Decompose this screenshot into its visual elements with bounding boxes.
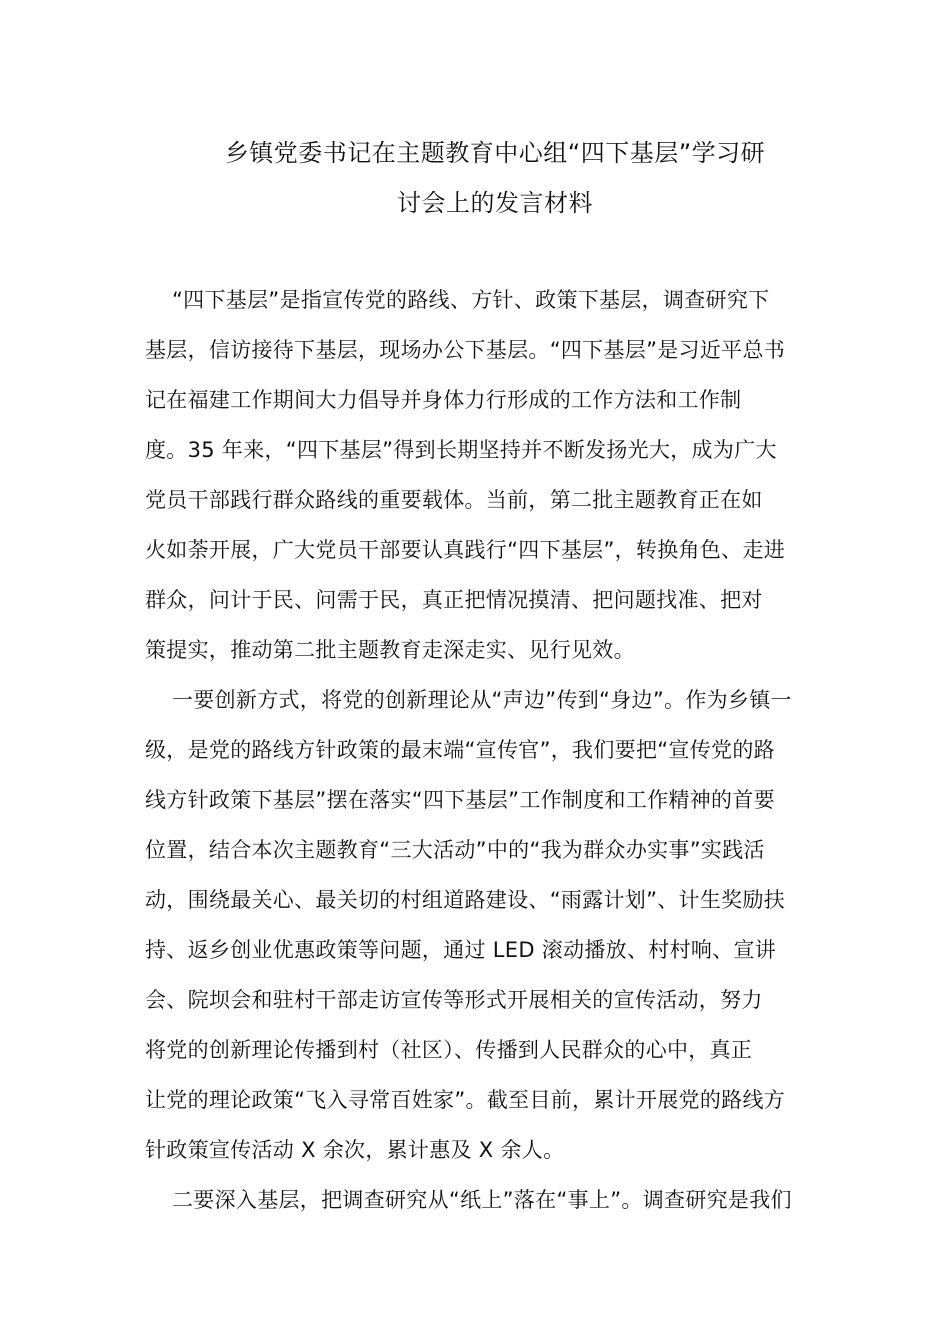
text-line: 位置，结合本次主题教育“三大活动”中的“我为群众办实事”实践活 bbox=[145, 838, 765, 862]
title-line: 讨会上的发言材料 bbox=[397, 189, 593, 217]
text-line: 线方针政策下基层”摆在落实“四下基层”工作制度和工作精神的首要 bbox=[145, 788, 775, 812]
text-line: 记在福建工作期间大力倡导并身体力行形成的工作方法和工作制 bbox=[145, 388, 742, 412]
text-line: 持、返乡创业优惠政策等问题，通过 LED 滚动播放、村村响、宣讲 bbox=[145, 938, 777, 962]
paragraph-point-two bbox=[145, 1175, 807, 1225]
paragraph-point-one bbox=[145, 675, 807, 1175]
text-line: 针政策宣传活动 X 余次，累计惠及 X 余人。 bbox=[145, 1138, 565, 1162]
document-title bbox=[145, 128, 845, 228]
text-line: 火如荼开展，广大党员干部要认真践行“四下基层”，转换角色、走进 bbox=[145, 538, 786, 562]
text-line: 群众，问计于民、问需于民，真正把情况摸清、把问题找准、把对 bbox=[145, 588, 763, 612]
text-line: 将党的创新理论传播到村（社区）、传播到人民群众的心中，真正 bbox=[145, 1038, 753, 1062]
text-line: “四下基层”是指宣传党的路线、方针、政策下基层，调查研究下 bbox=[172, 288, 770, 312]
text-line: 度。35 年来，“四下基层”得到长期坚持并不断发扬光大，成为广大 bbox=[145, 438, 777, 462]
title-line: 乡镇党委书记在主题教育中心组“四下基层”学习研 bbox=[224, 139, 766, 167]
text-line: 基层，信访接待下基层，现场办公下基层。“四下基层”是习近平总书 bbox=[145, 338, 786, 362]
text-line: 党员干部践行群众路线的重要载体。当前，第二批主题教育正在如 bbox=[145, 488, 763, 512]
paragraph-intro bbox=[145, 275, 807, 675]
text-line: 二要深入基层，把调查研究从“纸上”落在“事上”。调查研究是我们 bbox=[172, 1188, 792, 1212]
document-body bbox=[145, 275, 807, 1225]
text-line: 一要创新方式，将党的创新理论从“声边”传到“身边”。作为乡镇一 bbox=[172, 688, 792, 712]
text-line: 动，围绕最关心、最关切的村组道路建设、“雨露计划”、计生奖励扶 bbox=[145, 888, 786, 912]
text-line: 策提实，推动第二批主题教育走深走实、见行见效。 bbox=[145, 638, 635, 662]
text-line: 级，是党的路线方针政策的最末端“宣传官”，我们要把“宣传党的路 bbox=[145, 738, 775, 762]
text-line: 会、院坝会和驻村干部走访宣传等形式开展相关的宣传活动，努力 bbox=[145, 988, 763, 1012]
text-line: 让党的理论政策“飞入寻常百姓家”。截至目前，累计开展党的路线方 bbox=[145, 1088, 786, 1112]
